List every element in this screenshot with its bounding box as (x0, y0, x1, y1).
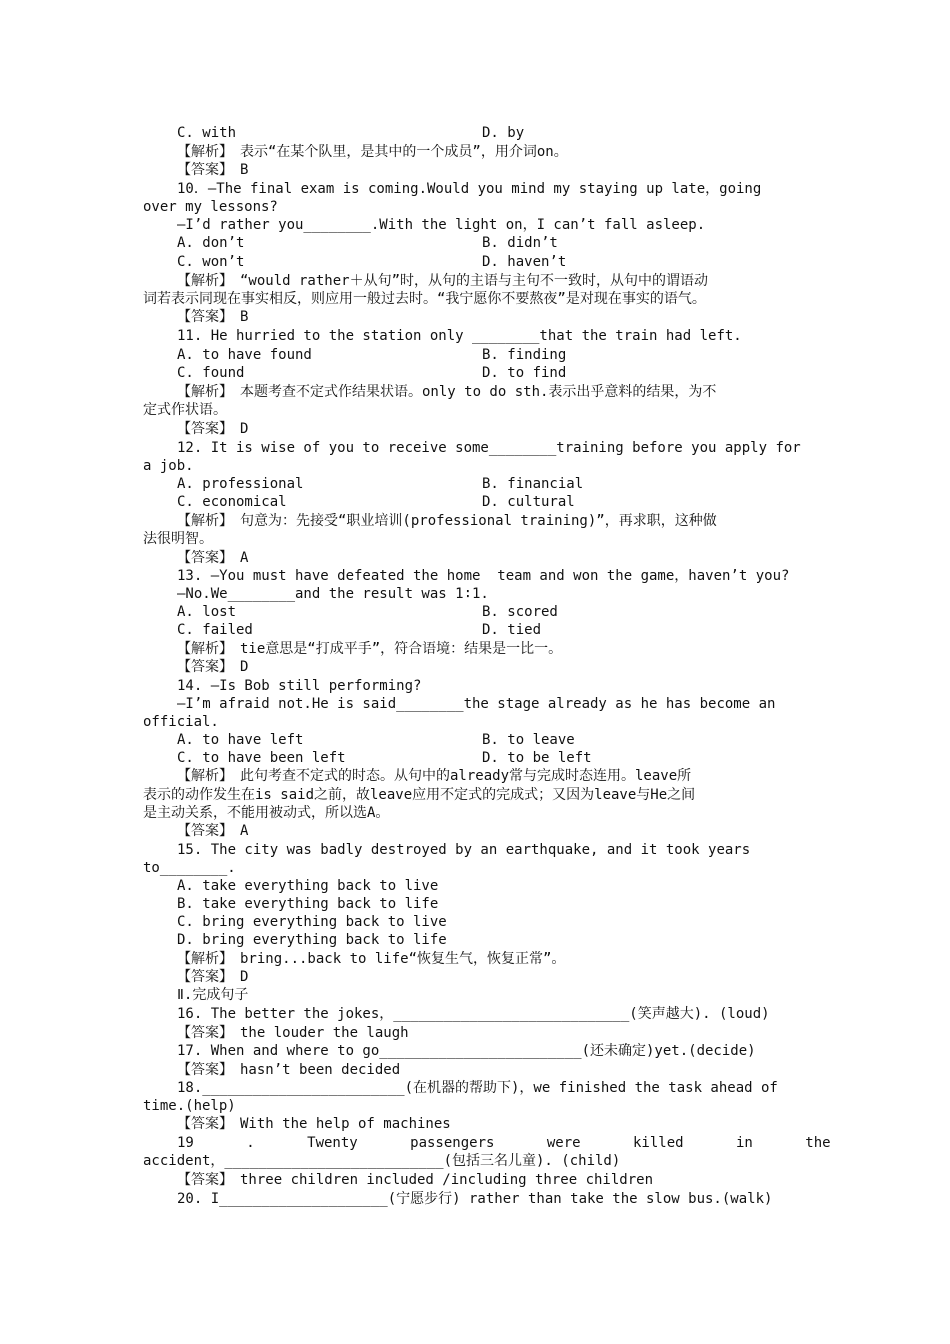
answer: 【答案】 hasn’t been decided (177, 1062, 401, 1078)
option-d: D. haven’t (482, 254, 567, 270)
question-text: official. (143, 714, 219, 730)
option-b: B. to leave (482, 732, 575, 748)
option-a: A. to have left (177, 732, 304, 748)
answer: 【答案】 D (177, 659, 249, 675)
analysis: 【解析】 本题考查不定式作结果状语。only to do sth.表示出乎意料的结果，为不 (177, 384, 717, 400)
answer: 【答案】 D (177, 969, 249, 985)
option-c: C. economical (177, 494, 287, 510)
answer: 【答案】 With the help of machines (177, 1116, 451, 1132)
question-11: 11. He hurried to the station only ________that the train had left. (177, 328, 742, 344)
option-a: A. to have found (177, 347, 312, 363)
answer: 【答案】 A (177, 823, 249, 839)
question-17: 17. When and where to go________________________(还未确定)yet.(decide) (177, 1043, 756, 1059)
option-c: C. failed (177, 622, 253, 638)
question-text: —No.We________and the result was 1∶1. (177, 586, 489, 602)
option-a: A. take everything back to live (177, 878, 439, 894)
answer: 【答案】 B (177, 162, 249, 178)
question-18: 18.________________________(在机器的帮助下)，we finished the task ahead of (177, 1080, 778, 1096)
question-20: 20. I____________________(宁愿步行) rather than take the slow bus.(walk) (177, 1191, 773, 1207)
question-14: 14. —Is Bob still performing? (177, 678, 422, 694)
analysis-continued: 表示的动作发生在is said之前，故leave应用不定式的完成式；又因为leave与He之间 (143, 787, 696, 803)
option-c: C. bring everything back to live (177, 914, 447, 930)
answer: 【答案】 B (177, 309, 249, 325)
question-16: 16. The better the jokes，____________________________(笑声越大). (loud) (177, 1006, 770, 1022)
option-d: D. bring everything back to life (177, 932, 447, 948)
question-text: —I’d rather you________.With the light on，I can’t fall asleep. (177, 217, 706, 233)
option-a: A. don’t (177, 235, 245, 251)
answer: 【答案】 the louder the laugh (177, 1025, 409, 1041)
option-b: B. scored (482, 604, 558, 620)
question-12: 12. It is wise of you to receive some________training before you apply for (177, 440, 801, 456)
question-19: 19 . Twenty passengers were killed in the (177, 1135, 831, 1151)
analysis-continued: 法很明智。 (143, 531, 213, 547)
question-text: to________. (143, 860, 236, 876)
option-c: C. won’t (177, 254, 245, 270)
question-text: time.(help) (143, 1098, 236, 1114)
analysis-continued: 词若表示同现在事实相反，则应用一般过去时。“我宁愿你不要熬夜”是对现在事实的语气。 (143, 291, 706, 307)
option-c: C. with (177, 125, 237, 141)
answer: 【答案】 D (177, 421, 249, 437)
option-c: C. found (177, 365, 245, 381)
analysis-continued: 是主动关系，不能用被动式，所以选A。 (143, 805, 390, 821)
option-b: B. didn’t (482, 235, 558, 251)
option-a: A. lost (177, 604, 237, 620)
analysis: 【解析】 表示“在某个队里，是其中的一个成员”，用介词on。 (177, 144, 568, 160)
question-10: 10．—The final exam is coming.Would you mind my staying up late，going (177, 181, 762, 197)
option-d: D. tied (482, 622, 542, 638)
question-text: a job. (143, 458, 194, 474)
analysis: 【解析】 此句考查不定式的时态。从句中的already常与完成时态连用。leave所 (177, 768, 692, 784)
question-text: over my lessons? (143, 199, 278, 215)
question-15: 15. The city was badly destroyed by an earthquake, and it took years (177, 842, 751, 858)
analysis: 【解析】 tie意思是“打成平手”，符合语境：结果是一比一。 (177, 641, 563, 657)
question-text: —I’m afraid not.He is said________the stage already as he has become an (177, 696, 776, 712)
option-b: B. take everything back to life (177, 896, 439, 912)
option-d: D. cultural (482, 494, 575, 510)
option-d: D. to be left (482, 750, 592, 766)
analysis: 【解析】 bring...back to life“恢复生气，恢复正常”。 (177, 951, 566, 967)
analysis: 【解析】 句意为：先接受“职业培训(professional training)”，再求职，这种做 (177, 513, 717, 529)
answer: 【答案】 three children included /including three children (177, 1172, 654, 1188)
section-heading: Ⅱ.完成句子 (177, 987, 249, 1003)
analysis-continued: 定式作状语。 (143, 402, 227, 418)
option-c: C. to have been left (177, 750, 346, 766)
question-13: 13. —You must have defeated the home team and won the game，haven’t you? (177, 568, 790, 584)
option-a: A. professional (177, 476, 304, 492)
question-text: accident，__________________________(包括三名儿童). (child) (143, 1153, 621, 1169)
option-d: D. to find (482, 365, 567, 381)
option-d: D. by (482, 125, 525, 141)
option-b: B. finding (482, 347, 567, 363)
answer: 【答案】 A (177, 550, 249, 566)
analysis: 【解析】 “would rather＋从句”时，从句的主语与主句不一致时，从句中的谓语动 (177, 273, 709, 289)
option-b: B. financial (482, 476, 584, 492)
